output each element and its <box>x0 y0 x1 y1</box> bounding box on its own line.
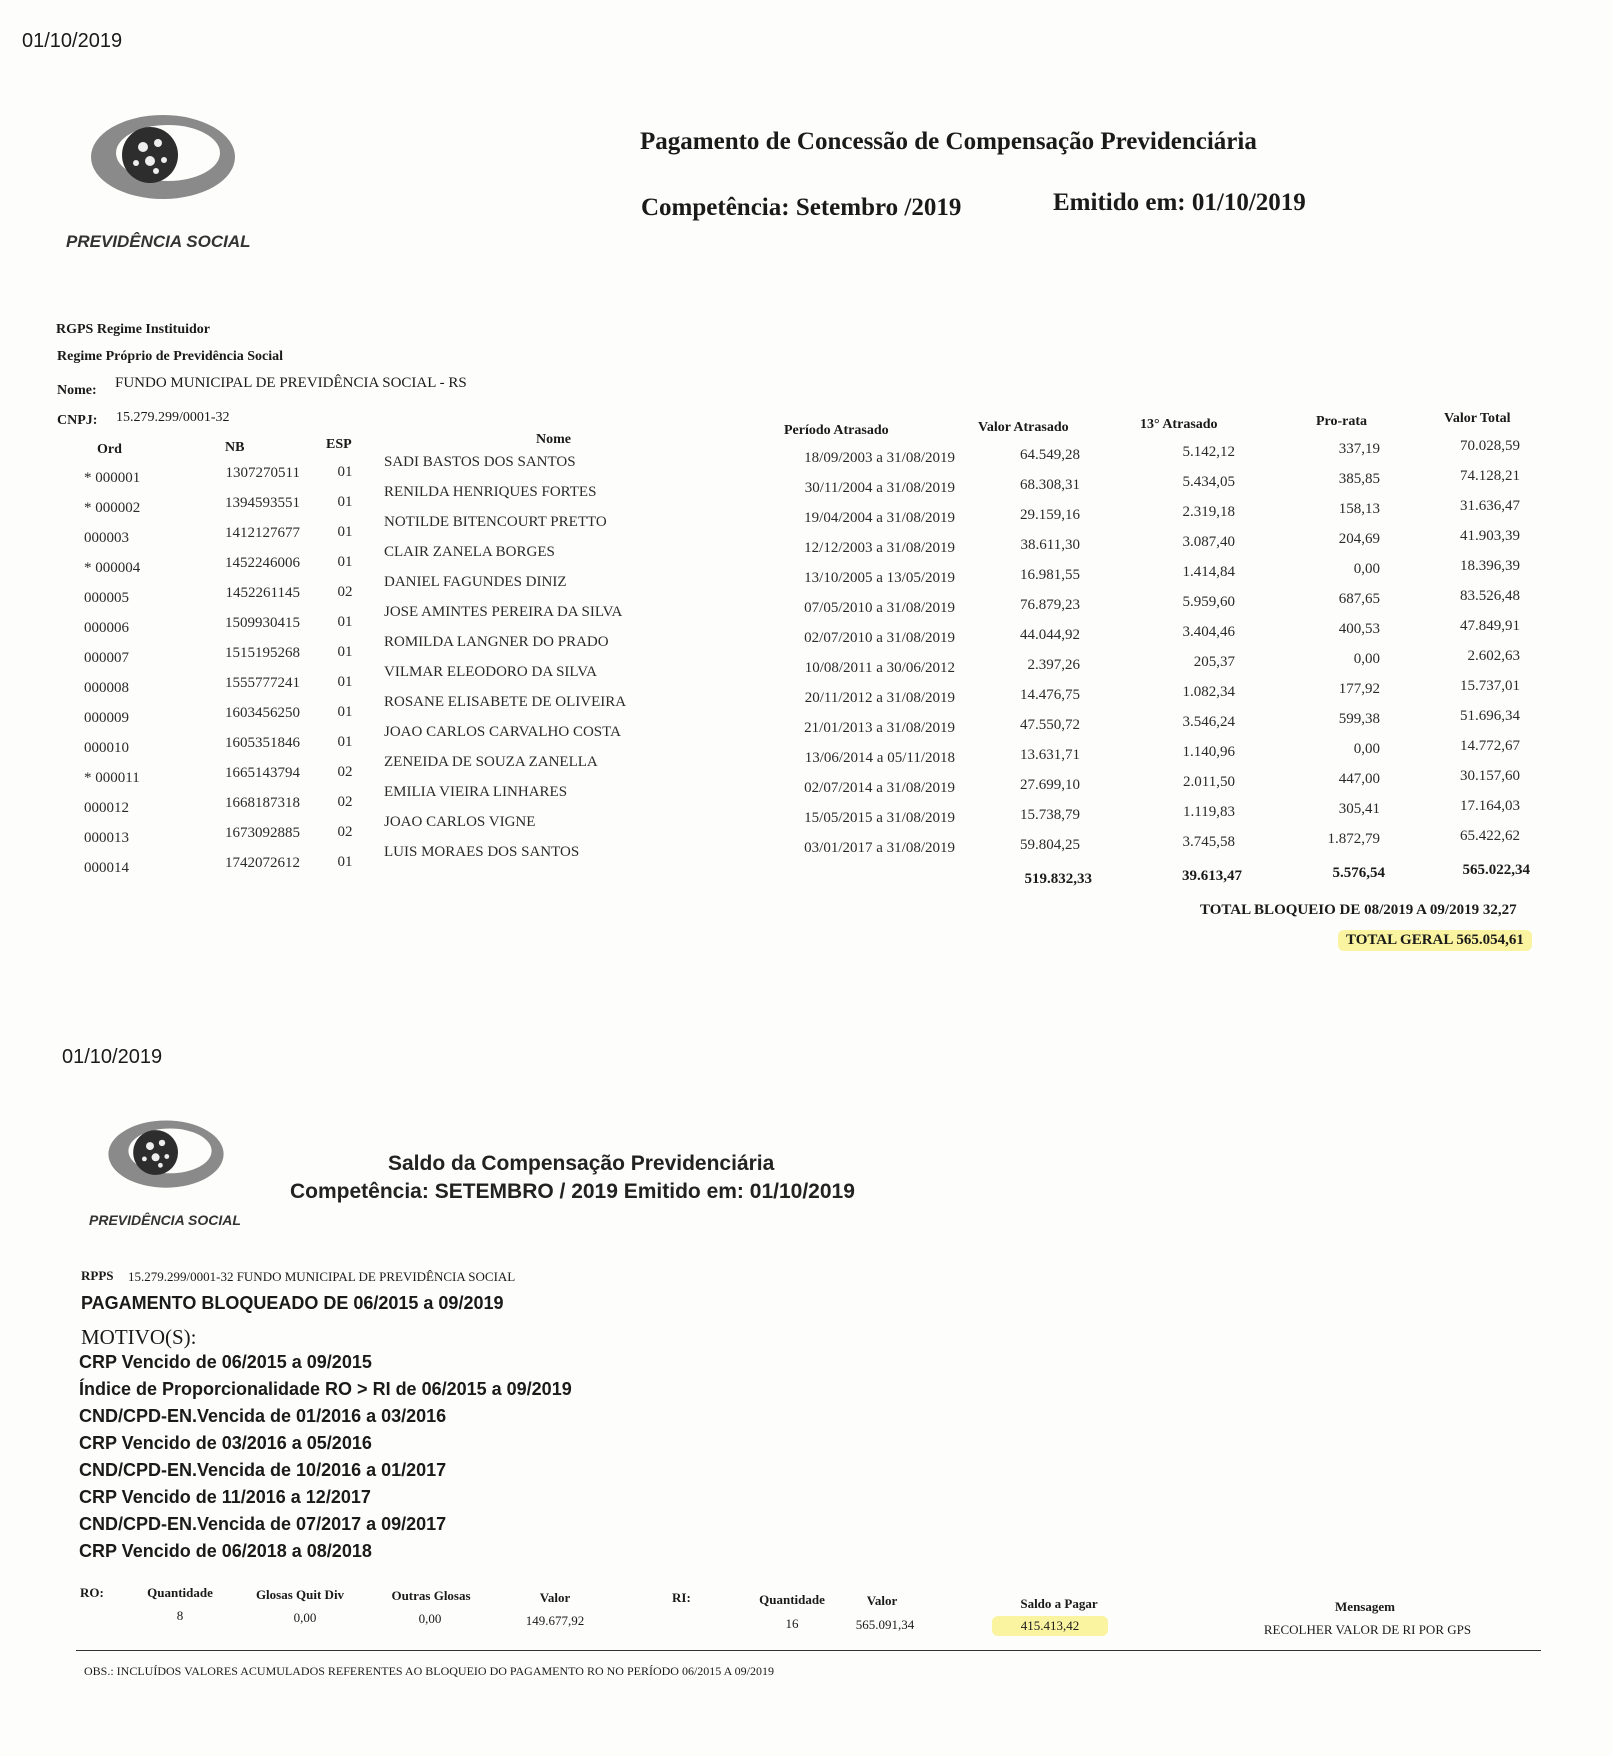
motivo-item: CND/CPD-EN.Vencida de 10/2016 a 01/2017 <box>79 1460 447 1480</box>
cell-esp: 02 <box>337 824 353 840</box>
motivo-item: CRP Vencido de 03/2016 a 05/2016 <box>79 1433 372 1453</box>
cell-nb: 1509930415 <box>225 615 300 631</box>
cell-decimo: 5.142,12 <box>1182 444 1235 460</box>
cell-esp: 02 <box>337 794 353 810</box>
logo-text-2: PREVIDÊNCIA SOCIAL <box>89 1212 241 1228</box>
page-title: Pagamento de Concessão de Compensação Previdenciária <box>640 128 1257 155</box>
cell-periodo: 13/06/2014 a 05/11/2018 <box>804 750 955 766</box>
cell-ord: 000010 <box>84 740 129 756</box>
saldo-a-pagar: 415.413,42 <box>992 1616 1108 1636</box>
cell-esp: 01 <box>337 854 353 870</box>
ri-valor-label: Valor <box>866 1593 898 1608</box>
col-esp: ESP <box>326 437 352 452</box>
cell-valor-atrasado: 47.550,72 <box>1020 717 1080 733</box>
cell-nome: DANIEL FAGUNDES DINIZ <box>384 574 567 590</box>
rpps-label: RPPS <box>81 1268 114 1283</box>
cell-prorata: 385,85 <box>1338 471 1380 487</box>
cell-valor-total: 14.772,67 <box>1460 738 1520 754</box>
cell-nb: 1515195268 <box>225 645 300 661</box>
cell-nb: 1452261145 <box>225 585 300 601</box>
previdencia-logo-2 <box>106 1112 226 1197</box>
emitido: Emitido em: 01/10/2019 <box>1053 189 1306 216</box>
total-decimo: 39.613,47 <box>1182 868 1242 884</box>
cell-prorata: 158,13 <box>1338 501 1380 517</box>
cell-ord: 000014 <box>84 860 129 876</box>
previdencia-logo <box>88 105 238 210</box>
cell-nb: 1603456250 <box>225 705 300 721</box>
cell-ord: 000013 <box>84 830 129 846</box>
cell-prorata: 0,00 <box>1353 561 1380 577</box>
cell-nb: 1605351846 <box>225 735 300 751</box>
cell-valor-total: 18.396,39 <box>1460 558 1520 574</box>
rpps-value: 15.279.299/0001-32 FUNDO MUNICIPAL DE PREVIDÊNCIA SOCIAL <box>128 1269 516 1284</box>
cell-periodo: 20/11/2012 a 31/08/2019 <box>804 690 955 706</box>
competencia: Competência: Setembro /2019 <box>641 194 962 221</box>
total-valor-atrasado: 519.832,33 <box>1024 871 1092 887</box>
cell-nome: JOAO CARLOS VIGNE <box>384 814 536 830</box>
cell-prorata: 204,69 <box>1338 531 1380 547</box>
cell-nome: RENILDA HENRIQUES FORTES <box>384 484 597 500</box>
cell-periodo: 10/08/2011 a 30/06/2012 <box>804 660 955 676</box>
cell-nb: 1307270511 <box>225 465 300 481</box>
saldo-title: Saldo da Compensação Previdenciária <box>388 1152 775 1175</box>
cell-esp: 01 <box>337 704 353 720</box>
previdencia-logo-icon <box>88 105 238 210</box>
cell-valor-total: 30.157,60 <box>1460 768 1520 784</box>
cell-valor-atrasado: 64.549,28 <box>1020 447 1080 463</box>
motivo-item: CRP Vencido de 11/2016 a 12/2017 <box>79 1487 371 1507</box>
cell-periodo: 12/12/2003 a 31/08/2019 <box>804 540 955 556</box>
saldo-subtitle: Competência: SETEMBRO / 2019 Emitido em: 01/10/2019 <box>290 1180 855 1203</box>
col-valor-total: Valor Total <box>1444 411 1511 426</box>
cell-valor-atrasado: 68.308,31 <box>1020 477 1080 493</box>
cell-valor-total: 74.128,21 <box>1460 468 1520 484</box>
cell-ord: * 000011 <box>84 770 140 786</box>
cell-decimo: 5.959,60 <box>1182 594 1235 610</box>
cell-prorata: 400,53 <box>1338 621 1380 637</box>
cnpj-value: 15.279.299/0001-32 <box>116 410 230 425</box>
col-prorata: Pro-rata <box>1316 414 1368 429</box>
cell-ord: * 000001 <box>84 470 141 486</box>
cell-decimo: 3.546,24 <box>1182 714 1235 730</box>
cell-valor-total: 2.602,63 <box>1467 648 1520 664</box>
cell-nome: JOSE AMINTES PEREIRA DA SILVA <box>384 604 623 620</box>
cell-periodo: 13/10/2005 a 13/05/2019 <box>804 570 955 586</box>
cell-periodo: 07/05/2010 a 31/08/2019 <box>804 600 955 616</box>
cell-decimo: 3.404,46 <box>1182 624 1235 640</box>
cell-ord: 000003 <box>84 530 129 546</box>
cell-esp: 01 <box>337 674 353 690</box>
cell-nome: CLAIR ZANELA BORGES <box>384 544 555 560</box>
cell-ord: 000005 <box>84 590 129 606</box>
cell-periodo: 21/01/2013 a 31/08/2019 <box>804 720 955 736</box>
cell-esp: 02 <box>337 764 353 780</box>
logo-text: PREVIDÊNCIA SOCIAL <box>66 232 251 251</box>
col-nb: NB <box>225 440 245 455</box>
cell-nb: 1665143794 <box>225 765 300 781</box>
pagamento-bloqueado: PAGAMENTO BLOQUEADO DE 06/2015 a 09/2019 <box>81 1293 504 1313</box>
motivo-item: CRP Vencido de 06/2015 a 09/2015 <box>79 1352 372 1372</box>
cell-periodo: 02/07/2014 a 31/08/2019 <box>804 780 955 796</box>
cell-ord: 000012 <box>84 800 129 816</box>
cell-prorata: 0,00 <box>1353 741 1380 757</box>
cell-nb: 1412127677 <box>225 525 300 541</box>
ri-quantidade-label: Quantidade <box>759 1592 825 1607</box>
cell-valor-total: 83.526,48 <box>1460 588 1520 604</box>
cell-valor-total: 47.849,91 <box>1460 618 1520 634</box>
cell-valor-total: 65.422,62 <box>1460 828 1520 844</box>
cell-decimo: 2.011,50 <box>1183 774 1235 790</box>
cell-nome: NOTILDE BITENCOURT PRETTO <box>384 514 607 530</box>
cell-ord: 000007 <box>84 650 129 666</box>
cell-nome: ROMILDA LANGNER DO PRADO <box>384 634 609 650</box>
divider <box>76 1650 1541 1651</box>
cell-nome: EMILIA VIEIRA LINHARES <box>384 784 568 800</box>
cell-periodo: 19/04/2004 a 31/08/2019 <box>804 510 955 526</box>
outras-glosas: 0,00 <box>418 1611 442 1626</box>
total-bloqueio: TOTAL BLOQUEIO DE 08/2019 A 09/2019 32,27 <box>1200 902 1517 918</box>
cell-nb: 1668187318 <box>225 795 300 811</box>
total-valor-total: 565.022,34 <box>1462 862 1530 878</box>
cell-periodo: 30/11/2004 a 31/08/2019 <box>804 480 955 496</box>
cell-ord: 000006 <box>84 620 129 636</box>
cell-valor-atrasado: 15.738,79 <box>1020 807 1080 823</box>
ri-valor: 565.091,34 <box>855 1617 915 1632</box>
mensagem: RECOLHER VALOR DE RI POR GPS <box>1263 1622 1472 1637</box>
cell-esp: 01 <box>337 644 353 660</box>
cell-periodo: 15/05/2015 a 31/08/2019 <box>804 810 955 826</box>
cell-valor-total: 51.696,34 <box>1460 708 1520 724</box>
glosas-quit-label: Glosas Quit Div <box>255 1587 345 1602</box>
cell-decimo: 1.140,96 <box>1182 744 1235 760</box>
col-valor-atrasado: Valor Atrasado <box>978 420 1069 435</box>
total-prorata: 5.576,54 <box>1332 865 1385 881</box>
cell-nome: ZENEIDA DE SOUZA ZANELLA <box>384 754 598 770</box>
cell-valor-atrasado: 16.981,55 <box>1020 567 1080 583</box>
ri-quantidade: 16 <box>785 1616 799 1631</box>
col-ord: Ord <box>97 442 122 457</box>
previdencia-logo-2-icon <box>106 1112 226 1197</box>
cell-ord: * 000002 <box>84 500 141 516</box>
ro-quantidade-label: Quantidade <box>147 1585 213 1600</box>
cell-valor-atrasado: 14.476,75 <box>1020 687 1080 703</box>
col-decimo: 13° Atrasado <box>1140 417 1218 432</box>
cell-valor-atrasado: 27.699,10 <box>1020 777 1080 793</box>
motivo-item: CND/CPD-EN.Vencida de 07/2017 a 09/2017 <box>79 1514 447 1534</box>
cell-decimo: 1.082,34 <box>1182 684 1235 700</box>
motivos-label: MOTIVO(S): <box>81 1325 197 1349</box>
mensagem-label: Mensagem <box>1335 1599 1395 1614</box>
cell-ord: 000009 <box>84 710 129 726</box>
print-date-2: 01/10/2019 <box>62 1046 163 1068</box>
cell-nb: 1673092885 <box>225 825 300 841</box>
cell-nome: SADI BASTOS DOS SANTOS <box>384 454 576 470</box>
cell-periodo: 18/09/2003 a 31/08/2019 <box>804 450 955 466</box>
cell-valor-atrasado: 76.879,23 <box>1020 597 1080 613</box>
cell-decimo: 1.414,84 <box>1182 564 1235 580</box>
cell-valor-atrasado: 44.044,92 <box>1020 627 1080 643</box>
cell-prorata: 0,00 <box>1353 651 1380 667</box>
cell-nome: ROSANE ELISABETE DE OLIVEIRA <box>384 694 627 710</box>
total-geral: TOTAL GERAL 565.054,61 <box>1338 930 1532 951</box>
cell-nb: 1555777241 <box>225 675 300 691</box>
cell-nome: VILMAR ELEODORO DA SILVA <box>384 664 597 680</box>
ri-label: RI: <box>672 1590 691 1605</box>
cell-decimo: 5.434,05 <box>1182 474 1235 490</box>
cell-periodo: 02/07/2010 a 31/08/2019 <box>804 630 955 646</box>
obs-note: OBS.: INCLUÍDOS VALORES ACUMULADOS REFERENTES AO BLOQUEIO DO PAGAMENTO RO NO PERÍODO 06/2015 A 09/2019 <box>84 1664 774 1678</box>
cell-nome: JOAO CARLOS CARVALHO COSTA <box>384 724 621 740</box>
cell-ord: * 000004 <box>84 560 141 576</box>
cell-decimo: 3.745,58 <box>1182 834 1235 850</box>
cell-prorata: 177,92 <box>1338 681 1380 697</box>
glosas-quit: 0,00 <box>293 1610 317 1625</box>
cell-decimo: 205,37 <box>1193 654 1235 670</box>
motivo-item: Índice de Proporcionalidade RO > RI de 06/2015 a 09/2019 <box>79 1379 572 1399</box>
cell-nome: LUIS MORAES DOS SANTOS <box>384 844 580 860</box>
cell-prorata: 687,65 <box>1338 591 1380 607</box>
cell-valor-atrasado: 29.159,16 <box>1020 507 1080 523</box>
cell-valor-atrasado: 2.397,26 <box>1027 657 1080 673</box>
ro-label: RO: <box>80 1585 104 1600</box>
cell-prorata: 305,41 <box>1338 801 1380 817</box>
col-nome: Nome <box>536 432 571 447</box>
cell-nb: 1394593551 <box>225 495 300 511</box>
cell-decimo: 3.087,40 <box>1182 534 1235 550</box>
regime-instituidor: RGPS Regime Instituidor <box>56 322 210 337</box>
cell-valor-total: 70.028,59 <box>1460 438 1520 454</box>
motivo-item: CRP Vencido de 06/2018 a 08/2018 <box>79 1541 372 1561</box>
cell-nb: 1742072612 <box>225 855 300 871</box>
motivo-item: CND/CPD-EN.Vencida de 01/2016 a 03/2016 <box>79 1406 447 1426</box>
cell-nb: 1452246006 <box>225 555 300 571</box>
cell-esp: 01 <box>337 554 353 570</box>
cell-valor-atrasado: 59.804,25 <box>1020 837 1080 853</box>
cell-prorata: 1.872,79 <box>1327 831 1380 847</box>
nome-label: Nome: <box>57 383 97 398</box>
cell-valor-total: 41.903,39 <box>1460 528 1520 544</box>
cell-prorata: 599,38 <box>1338 711 1380 727</box>
cell-prorata: 337,19 <box>1338 441 1380 457</box>
cell-valor-total: 31.636,47 <box>1460 498 1520 514</box>
cell-valor-atrasado: 38.611,30 <box>1020 537 1080 553</box>
cell-decimo: 1.119,83 <box>1183 804 1235 820</box>
cell-esp: 01 <box>337 524 353 540</box>
cell-prorata: 447,00 <box>1338 771 1380 787</box>
cnpj-label: CNPJ: <box>57 413 98 428</box>
print-date: 01/10/2019 <box>22 30 123 52</box>
outras-glosas-label: Outras Glosas <box>391 1588 471 1603</box>
cell-esp: 01 <box>337 614 353 630</box>
cell-esp: 02 <box>337 584 353 600</box>
cell-esp: 01 <box>337 494 353 510</box>
col-periodo: Período Atrasado <box>784 423 889 438</box>
cell-periodo: 03/01/2017 a 31/08/2019 <box>804 840 955 856</box>
cell-esp: 01 <box>337 734 353 750</box>
cell-valor-atrasado: 13.631,71 <box>1020 747 1080 763</box>
cell-valor-total: 15.737,01 <box>1460 678 1520 694</box>
ro-quantidade: 8 <box>176 1608 184 1623</box>
ro-valor-label: Valor <box>539 1590 571 1605</box>
regime-proprio: Regime Próprio de Previdência Social <box>57 349 284 364</box>
cell-valor-total: 17.164,03 <box>1460 798 1520 814</box>
nome-value: FUNDO MUNICIPAL DE PREVIDÊNCIA SOCIAL - RS <box>115 375 467 391</box>
saldo-label: Saldo a Pagar <box>1020 1596 1098 1611</box>
cell-decimo: 2.319,18 <box>1182 504 1235 520</box>
cell-esp: 01 <box>337 464 353 480</box>
ro-valor: 149.677,92 <box>525 1613 585 1628</box>
cell-ord: 000008 <box>84 680 129 696</box>
